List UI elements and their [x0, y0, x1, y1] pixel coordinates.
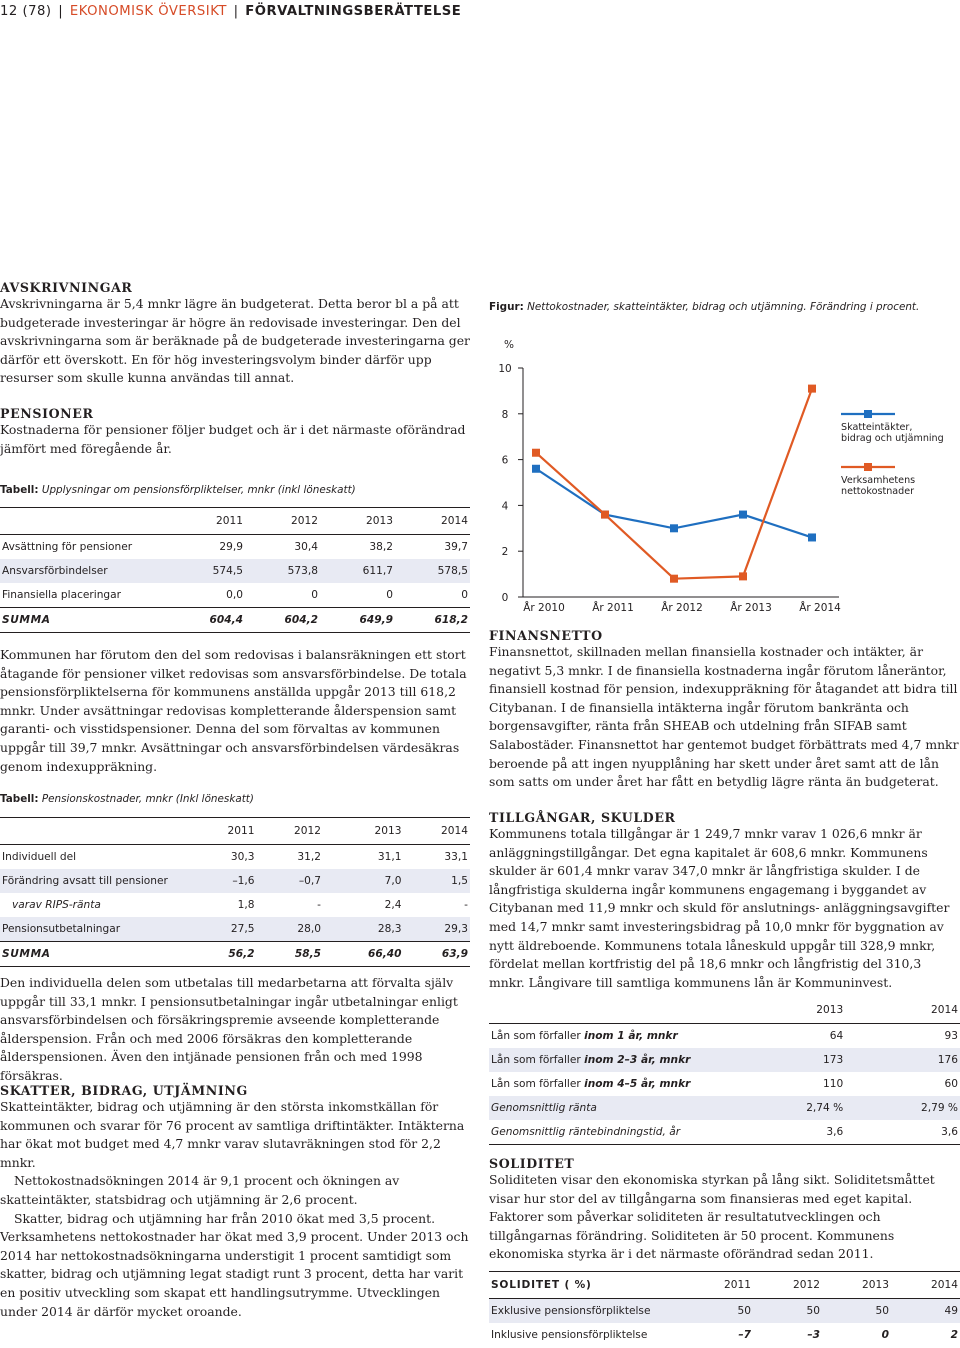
- table2-col-header: 2012: [256, 818, 322, 845]
- y-tick-label: 4: [501, 500, 509, 513]
- individuell-del-text: Den individuella delen som utbetalas till medarbetarna att förvalta själv uppgår till 33,1 mnkr. I pensionsutbetalningar ingår utbetalningar enligt ansvarsförbindelsen och försäkringspremie avseende kompletterande ålderspension. Från och med 2006 försäkras den kompletterande ålderspensionen. Även den intjänade pensionen från och med 1998 försäkras.: [0, 975, 458, 1083]
- table-row: Lån som förfaller inom 2–3 år, mnkr 173 176: [489, 1048, 960, 1072]
- y-tick-label: 0: [501, 592, 509, 604]
- x-tick-label: År 2013: [730, 602, 772, 614]
- table4-col-header: 2013: [822, 1272, 891, 1299]
- finansnetto-section: [489, 628, 960, 792]
- table-sum-row: SUMMA 604,4 604,2 649,9 618,2: [0, 608, 470, 633]
- soliditet-heading: SOLIDITET: [489, 1156, 575, 1171]
- avskrivningar-text: Avskrivningarna är 5,4 mnkr lägre än budgeterat. Detta beror bl a på att budgeterade investeringar är högre än redovisade investeringar. Den del avskrivningarna som är beräknade på de budgeterade investeringarna ger därför ett överskott. En för hög investeringsvolym binder därför upp resurser som skulle kunna användas till annat.: [0, 296, 470, 386]
- data-point: [808, 385, 816, 393]
- x-tick-label: År 2010: [523, 602, 565, 614]
- table2-col-header: 2014: [404, 818, 471, 845]
- figure-caption: Figur: Nettokostnader, skatteintäkter, bidrag och utjämning. Förändring i procent.: [489, 301, 920, 313]
- soliditet-table: [489, 1271, 960, 1347]
- table-row: Avsättning för pensioner 29,9 30,4 38,2 39,7: [0, 535, 470, 560]
- table3-col-header: 2014: [931, 1004, 958, 1016]
- y-axis-unit-label: %: [504, 339, 514, 351]
- pensioner-text: Kostnaderna för pensioner följer budget och är i det närmaste oförändrad jämfört med föregående år.: [0, 422, 466, 456]
- table3-col-header: 2013: [816, 1004, 844, 1016]
- table1-caption: Tabell: Upplysningar om pensionsförpliktelser, mnkr (inkl löneskatt): [0, 484, 356, 496]
- table2-col-header: 2011: [190, 818, 256, 845]
- table4-col-header: 2014: [891, 1272, 960, 1299]
- table-row: Individuell del 30,3 31,2 31,1 33,1: [0, 845, 470, 870]
- pensioner-section: [0, 406, 470, 458]
- finansnetto-text: Finansnettot, skillnaden mellan finansiella kostnader och intäkter, är negativt 5,3 mnkr. I de finansiella kostnaderna ingår förutom låneräntor, finansiell kostnad för pension, indexuppräkning för åtagandet att bidra till Citybanan. I de finansiella intäkterna ingår förutom bankränta och borgensavgifter, ränta från SHEAB och utdelning från SIFAB samt Salabostäder. Finansnettot har gentemot budget förbättrats med 4,7 mnkr beroende på att ingen nyupplåning har skett under året samt att de lån som satts om under året har fått en betydlig lägre ränta än budgeterat.: [489, 644, 959, 790]
- page-number: 12 (78): [0, 4, 52, 19]
- line-chart: [489, 325, 960, 625]
- tillgangar-heading: TILLGÅNGAR, SKULDER: [489, 810, 676, 825]
- legend-label: Skatteintäkter, bidrag och utjämning: [841, 422, 944, 444]
- legend-marker: [864, 410, 872, 418]
- table-row: Lån som förfaller inom 1 år, mnkr 64 93: [489, 1024, 960, 1049]
- y-tick-label: 8: [501, 408, 509, 421]
- table-row: varav RIPS-ränta 1,8 - 2,4 -: [12, 899, 468, 911]
- left-column: [0, 280, 470, 388]
- skatter-paragraph: Nettokostnadsökningen 2014 är 9,1 procent och ökningen av skatteintäkter, statsbidrag och utjämning är 2,6 procent.: [0, 1173, 400, 1207]
- pension-commitments-text: Kommunen har förutom den del som redovisas i balansräkningen ett stort åtagande för pensioner vilket redovisas som ansvarsförbindelse. De totala pensionsförpliktelserna för kommunens anställda uppgår 2013 till 618,2 mnkr. Under avsättningar redovisas kompletterande ålderspension samt garanti- och visstidspensioner. Denna del som förvaltas av kommunen uppgår till 39,7 mnkr. Avsättningar och ansvarsförbindelsen värdesäkras genom indexuppräkning.: [0, 647, 467, 774]
- table-row: Exklusive pensionsförpliktelse 50 50 50 49: [489, 1299, 960, 1324]
- skatter-section: [0, 1083, 470, 1321]
- skatter-paragraph: Skatter, bidrag och utjämning har från 2010 ökat med 3,5 procent.: [14, 1210, 436, 1226]
- table1-col-header: 2011: [170, 508, 245, 535]
- tillgangar-section: [489, 810, 960, 992]
- table-row: Inklusive pensionsförpliktelse –7 –3 0 2: [491, 1329, 958, 1341]
- subsection-name: FÖRVALTNINGSBERÄTTELSE: [245, 4, 462, 19]
- soliditet-section: [489, 1156, 960, 1264]
- page-header: 12 (78) | EKONOMISK ÖVERSIKT | FÖRVALTNINGSBERÄTTELSE: [0, 4, 462, 19]
- x-tick-label: År 2011: [592, 602, 634, 614]
- legend-marker: [864, 463, 872, 471]
- data-point: [670, 524, 678, 532]
- section-name: EKONOMISK ÖVERSIKT: [69, 4, 227, 19]
- table4-head-label: SOLIDITET ( %): [489, 1272, 684, 1299]
- pensioner-heading: PENSIONER: [0, 406, 94, 421]
- y-tick-label: 10: [498, 363, 512, 375]
- tillgangar-text: Kommunens totala tillgångar är 1 249,7 mnkr varav 1 026,6 mnkr är anläggningstillgångar. Det egna kapitalet är 608,6 mnkr. Kommunens skulder är 601,4 mnkr varav 347,0 mnkr är långfristiga skulder. I de långfristiga skulderna ingår kommunens engagemang i byggandet av Citybanan med 11,9 mnkr och skuld för anslutnings- anläggningsavgifter med 14,7 mnkr samt investeringsbidrag på 10,0 mnkr för byggnation av nytt äldreboende. Kommunens totala låneskuld uppgår till 328,9 mnkr, fördelat mellan kortfristig del på 18,6 mnkr och långfristig del 310,3 mnkr. Långivare till samtliga kommunens lån är Kommuninvest.: [489, 826, 950, 990]
- table-row: Genomsnittlig räntebindningstid, år 3,6 3,6: [489, 1120, 960, 1145]
- data-point: [532, 449, 540, 457]
- finansnetto-heading: FINANSNETTO: [489, 628, 603, 643]
- table-row: Förändring avsatt till pensioner –1,6 –0,7 7,0 1,5: [0, 869, 470, 893]
- skatter-heading: SKATTER, BIDRAG, UTJÄMNING: [0, 1083, 248, 1098]
- pension-obligations-table: [0, 507, 470, 633]
- x-tick-label: År 2014: [799, 602, 841, 614]
- data-point: [670, 575, 678, 583]
- table4-col-header: 2012: [753, 1272, 822, 1299]
- soliditet-text: Soliditeten visar den ekonomiska styrkan på lång sikt. Soliditetsmåttet visar hur stor del av tillgångarna som finansieras med eget kapital. Faktorer som påverkar soliditeten är resultatutvecklingen och tillgångarnas förändring. Soliditeten är 50 procent. Kommunens ekonomiska styrka är i det närmaste oförändrad sedan 2011.: [489, 1172, 935, 1262]
- avskrivningar-heading: AVSKRIVNINGAR: [0, 280, 133, 295]
- table1-col-header: 2014: [395, 508, 470, 535]
- table1-col-header: 2012: [245, 508, 320, 535]
- table-row: Ansvarsförbindelser 574,5 573,8 611,7 578,5: [0, 559, 470, 583]
- table2-col-header: 2013: [323, 818, 404, 845]
- skatter-paragraph: Skatteintäkter, bidrag och utjämning är den största inkomstkällan för kommunen och svarar för 76 procent av samtliga driftintäkter. Intäkterna har ökat mot budget med 4,7 mnkr varav slutavräkningen stod för 2,2 mnkr.: [0, 1099, 465, 1170]
- table1-col-header: 2013: [320, 508, 395, 535]
- table-row: Genomsnittlig ränta 2,74 % 2,79 %: [489, 1096, 960, 1120]
- table4-col-header: 2011: [684, 1272, 753, 1299]
- data-point: [739, 572, 747, 580]
- data-point: [739, 511, 747, 519]
- legend-label: Verksamhetens nettokostnader: [841, 475, 916, 497]
- table-row: Pensionsutbetalningar 27,5 28,0 28,3 29,3: [0, 917, 470, 942]
- skatter-paragraph: Verksamhetens nettokostnader har ökat med 3,9 procent. Under 2013 och 2014 har nettokostnadsökningarna understigit 1 procent samtidigt som skatter, bidrag och utjämning legat stadigt runt 3 procent, detta har varit en positiv utveckling som skapat ett handlingsutrymme. Utvecklingen under 2014 är därför mycket oroande.: [0, 1229, 469, 1319]
- table-sum-row: SUMMA 56,2 58,5 66,40 63,9: [0, 942, 470, 967]
- x-tick-label: År 2012: [661, 602, 703, 614]
- y-tick-label: 2: [501, 546, 509, 559]
- y-tick-label: 6: [501, 454, 509, 467]
- data-point: [808, 533, 816, 541]
- pension-costs-table: [0, 817, 470, 967]
- data-point: [532, 465, 540, 473]
- series-line: [536, 389, 812, 579]
- data-point: [601, 511, 609, 519]
- loans-table: [489, 997, 960, 1145]
- table-row: Lån som förfaller inom 4–5 år, mnkr 110 60: [491, 1078, 958, 1090]
- table-row: Finansiella placeringar 0,0 0 0 0: [2, 589, 468, 601]
- table2-caption: Tabell: Pensionskostnader, mnkr (Inkl löneskatt): [0, 793, 254, 805]
